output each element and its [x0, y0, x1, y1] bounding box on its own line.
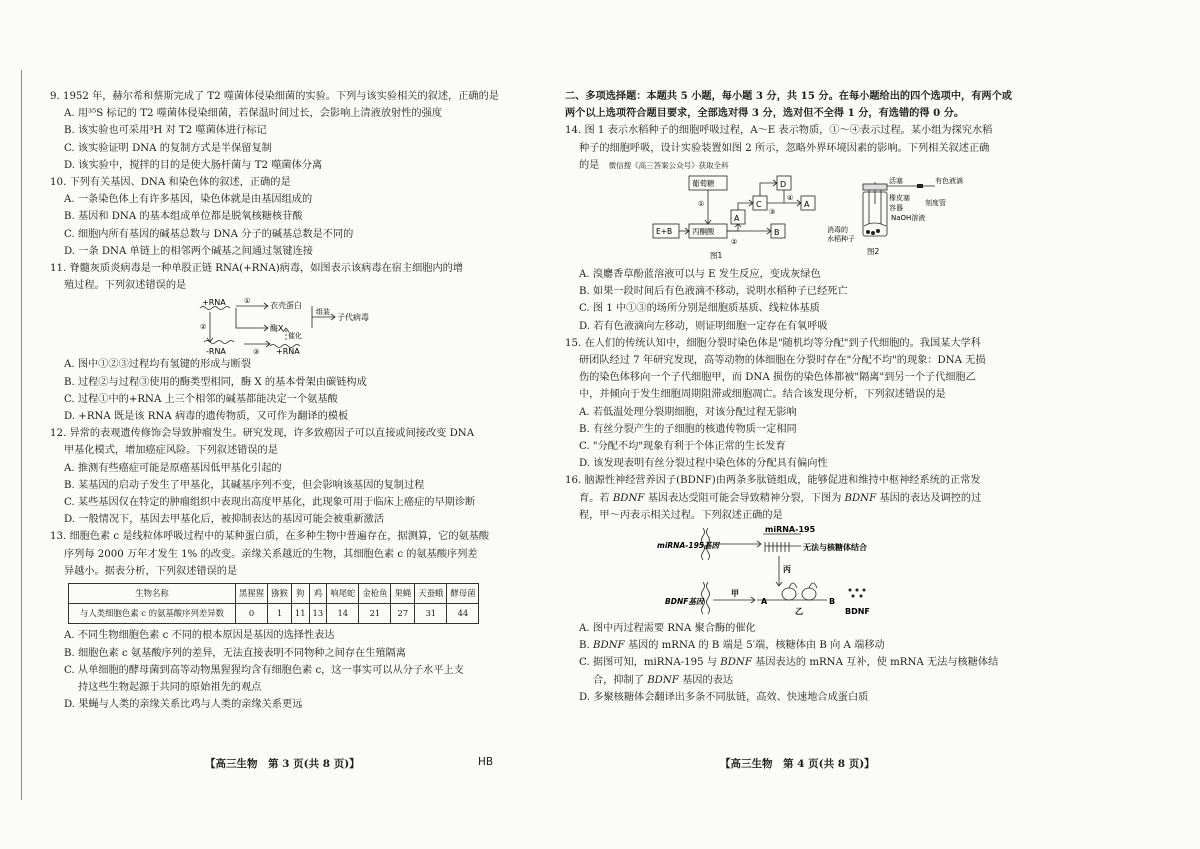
fig16-end-a: A [761, 597, 768, 607]
fig16-bdnf: BDNF [845, 607, 870, 617]
q11-stem-line2: 殖过程。下列叙述错误的是 [64, 280, 187, 292]
section2-title-line1: 二、多项选择题：本题共 5 小题，每小题 3 分，共 15 分。在每小题给出的四个选项中，有两个或 [565, 90, 1012, 102]
q15-option-c: C. "分配不均"现象有利于个体正常的生长发育 [579, 441, 786, 453]
table-header-cell: 金枪鱼 [359, 584, 391, 604]
q16-stem2-part: 基因表达受阻可能会导致精神分裂，下图为 [644, 492, 845, 504]
table-header-cell: 猕猴 [268, 584, 292, 604]
q9-option-a: A. 用³⁵S 标记的 T2 噬菌体侵染细菌，若保温时间过长，会影响上清液放射性的强度 [64, 108, 442, 120]
table-cell: 11 [291, 604, 309, 624]
q14-option-c: C. 图 1 中①③的场所分别是细胞质基质、线粒体基质 [579, 303, 820, 315]
q15-stem-line1: 15. 在人们的传统认知中，细胞分裂时染色体是"随机均等分配"到子代细胞的。我国某大学科 [565, 337, 981, 349]
table-cell: 0 [236, 604, 268, 624]
q14-option-d: D. 若有色液滴向左移动，则证明细胞一定存在有氧呼吸 [579, 320, 828, 332]
table-header-cell: 响尾蛇 [327, 584, 359, 604]
table-row [69, 604, 479, 624]
fig1-b: B [774, 228, 780, 238]
fig11-enzyme: 酶X [270, 324, 284, 334]
respiration-diagram [565, 174, 1050, 266]
q10-stem: 10. 下列有关基因、DNA 和染色体的叙述，正确的是 [50, 177, 291, 189]
fig11-n1: ① [244, 297, 251, 306]
q16-option-b [579, 637, 1050, 654]
fig16-mirna: miRNA-195 [765, 525, 816, 535]
q12-option-a: A. 推测有些癌症可能是原癌基因低甲基化引起的 [64, 462, 282, 474]
q10-option-d: D. 一条 DNA 单链上的相邻两个碱基之间通过氢键连接 [64, 245, 313, 257]
q12-stem-line1: 12. 异常的表观遗传修饰会导致肿瘤发生。研究发现，许多致癌因子可以直接或间接改变 DNA [50, 428, 475, 440]
fig16-bing: 丙 [783, 565, 791, 575]
fig16-no-bind: 无法与核糖体结合 [803, 543, 867, 553]
q9-option-c: C. 该实验证明 DNA 的复制方式是半保留复制 [64, 142, 272, 154]
q9-option-b: B. 该实验也可采用³H 对 T2 噬菌体进行标记 [64, 125, 267, 137]
q14-stem-line3-text: 的是 [579, 159, 600, 171]
q9-stem: 9. 1952 年，赫尔希和蔡斯完成了 T2 噬菌体侵染细菌的实验。下列与该实验相关的叙述，正确的是 [50, 91, 499, 102]
fig1-caption: 图1 [710, 251, 723, 261]
q10-option-b: B. 基因和 DNA 的基本组成单位都是脱氧核糖核苷酸 [64, 211, 303, 223]
q15-stem-line2: 研团队经过 7 年研究发现，高等动物的体细胞在分裂时存在"分配不均"的现象：DNA 无损 [579, 355, 986, 367]
binding-line [21, 70, 22, 800]
right-column [565, 88, 1050, 706]
left-column [50, 88, 522, 714]
fig2-seeds-line1: 消毒的 [827, 226, 848, 235]
q16-b-gene: BDNF [592, 640, 625, 652]
q11-option-b: B. 过程②与过程③使用的酶类型相同，酶 X 的基本骨架由碳链构成 [64, 376, 367, 388]
q15-stem-line3: 伤的染色体移向一个子代细胞甲，而 DNA 损伤的染色体都被"隔离"到另一个子代细胞乙 [579, 372, 976, 384]
q16-stem-line1: 16. 脑源性神经营养因子(BDNF)由两条多肽链组成，能够促进和维持中枢神经系统的正常发 [565, 475, 981, 487]
cytochrome-c-table [68, 583, 479, 624]
fig16-yi: 乙 [795, 607, 803, 617]
fig11-capsid: 衣壳蛋白 [270, 301, 302, 311]
fig11-assemble: 组装 [316, 308, 330, 317]
fig2-valve: 活塞 [889, 177, 903, 186]
fig1-glucose: 葡萄糖 [692, 179, 715, 189]
table-header-cell: 黑猩猩 [236, 584, 268, 604]
q9-option-d: D. 该实验中，搅拌的目的是使大肠杆菌与 T2 噬菌体分离 [64, 159, 323, 171]
table-header-cell: 鸡 [309, 584, 327, 604]
q14-option-b: B. 如果一段时间后有色液滴不移动，说明水稻种子已经死亡 [579, 286, 848, 298]
q16-stem2-part: 育。若 [579, 492, 613, 504]
q14-stem-line3 [579, 157, 1050, 174]
q16-stem2-gene: BDNF [612, 492, 645, 504]
table-cell: 1 [268, 604, 292, 624]
q14-figure [565, 174, 1050, 266]
q14-option-a: A. 溴麝香草酚蓝溶液可以与 E 发生反应，变成灰绿色 [579, 269, 821, 281]
table-header-cell: 天蚕蛾 [415, 584, 447, 604]
q12-option-d: D. 一般情况下，基因去甲基化后，被抑制表达的基因可能会被重新激活 [64, 514, 384, 526]
q13-option-d: D. 果蝇与人类的亲缘关系比鸡与人类的亲缘关系更远 [64, 699, 303, 711]
section2-title-line2: 两个以上选项符合题目要求，全部选对得 3 分，选对但不全得 1 分，有选错的得 0 分。 [565, 107, 965, 120]
q15-option-a: A. 若低温处理分裂期细胞，对该分配过程无影响 [579, 406, 797, 418]
footer-page-3: 【高三生物 第 3 页(共 8 页)】 [205, 758, 360, 770]
q10-option-c: C. 细胞内所有基因的碱基总数与 DNA 分子的碱基总数是不同的 [64, 228, 354, 240]
q14-stem-line2: 种子的细胞呼吸，设计实验装置如图 2 所示，忽略外界环境因素的影响。下列相关叙述正确 [579, 142, 990, 154]
fig1-n4: ④ [787, 194, 794, 203]
fig1-eb: E+B [656, 227, 673, 237]
fig2-naoh: NaOH溶液 [891, 214, 926, 223]
table-row-label: 与人类细胞色素 c 的氨基酸序列差异数 [69, 604, 236, 624]
q16-stem2-part: 基因的表达及调控的过 [876, 492, 982, 504]
q16-b-part: B. [579, 640, 593, 652]
q16-b-part: 基因的 mRNA 的 B 端是 5′端，核糖体由 B 向 A 端移动 [624, 640, 885, 652]
q13-option-b: B. 细胞色素 c 氨基酸序列的差异，无法直接表明不同物种之间存在生殖隔离 [64, 647, 406, 659]
q11-option-c: C. 过程①中的+RNA 上三个相邻的碱基都能决定一个氨基酸 [64, 393, 338, 405]
q13-option-a: A. 不同生物细胞色素 c 不同的根本原因是基因的选择性表达 [64, 630, 335, 642]
q13-stem-line1: 13. 细胞色素 c 是线粒体呼吸过程中的某种蛋白质，在多种生物中普遍存在，据测算，它的氨基酸 [50, 531, 490, 543]
q15-stem-line4: 中，并倾向于发生细胞周期阻滞或细胞凋亡。结合该发现分析，下列叙述错误的是 [579, 389, 946, 401]
fig1-n2: ② [731, 238, 738, 247]
table-cell: 14 [327, 604, 359, 624]
q16-option-a: A. 图中丙过程需要 RNA 聚合酶的催化 [579, 623, 756, 635]
table-header-cell: 酵母菌 [447, 584, 479, 604]
fig1-n3: ③ [769, 208, 776, 217]
watermark-text: 微信搜《高三答案公众号》获取全科 [608, 160, 729, 170]
q16-c-part: 基因表达的 mRNA 互补，使 mRNA 无法与核糖体结 [751, 657, 999, 669]
fig1-n1: ① [698, 200, 705, 209]
q11-option-a: A. 图中①②③过程均有氢键的形成与断裂 [64, 359, 252, 371]
table-header-cell: 果蝇 [391, 584, 415, 604]
table-header-cell: 狗 [291, 584, 309, 604]
bdnf-regulation-diagram [565, 524, 1050, 620]
q13-option-c-line1: C. 从单细胞的酵母菌到高等动物黑猩猩均含有细胞色素 c，这一事实可以从分子水平上支 [64, 664, 464, 676]
fig16-jia: 甲 [731, 589, 739, 599]
fig11-minus-rna: -RNA [206, 347, 226, 357]
table-cell: 31 [415, 604, 447, 624]
q16-stem-line2 [579, 490, 1050, 507]
table-cell: 21 [359, 604, 391, 624]
fig1-a-mid: A [734, 214, 740, 224]
fig2-stopper: 橡皮塞 [889, 194, 910, 203]
fig11-plus-rna-2: +RNA [276, 347, 300, 357]
fig1-d: D [780, 180, 787, 190]
q13-stem-line2: 序列每 2000 万年才发生 1% 的改变。亲缘关系越近的生物，其细胞色素 c 的氨基酸序列差 [64, 548, 478, 560]
fig2-container: 容器 [889, 204, 903, 213]
fig16-mirna-gene: miRNA-195基因 [657, 541, 720, 551]
q15-option-b: B. 有丝分裂产生的子细胞的核遗传物质一定相同 [579, 423, 797, 435]
fig2-seeds-line2: 水稻种子 [827, 235, 855, 244]
fig2-caption: 图2 [867, 247, 880, 257]
q15-option-d: D. 该发现表明有丝分裂过程中染色体的分配具有偏向性 [579, 458, 828, 470]
q16-stem-line3: 程，甲～丙表示相关过程。下列叙述正确的是 [579, 509, 783, 521]
footer-code: HB [478, 756, 494, 768]
q16-stem2-gene: BDNF [844, 492, 877, 504]
q12-stem-line2: 甲基化模式，增加癌症风险。下列叙述错误的是 [64, 445, 278, 457]
fig11-plus-rna: +RNA [202, 298, 226, 308]
fig16-bdnf-gene: BDNF基因 [665, 597, 704, 607]
footer-page-4: 【高三生物 第 4 页(共 8 页)】 [720, 758, 875, 770]
fig2-liquid: 有色液滴 [935, 177, 963, 186]
table-cell: 13 [309, 604, 327, 624]
q16-c-part: 合，抑制了 [593, 674, 648, 686]
rna-replication-diagram [50, 294, 522, 356]
q12-option-c: C. 某些基因仅在特定的肿瘤组织中表现出高度甲基化，此现象可用于临床上癌症的早期诊断 [64, 497, 476, 509]
q10-option-a: A. 一条染色体上有许多基因，染色体就是由基因组成的 [64, 194, 313, 206]
q16-option-c-line2 [593, 672, 1050, 689]
q16-option-c-line1 [579, 654, 1050, 671]
fig11-n2: ② [200, 323, 207, 332]
q16-c-gene: BDNF [720, 657, 752, 669]
fig1-pyruvate: 丙酮酸 [692, 227, 715, 237]
q11-figure [50, 294, 522, 356]
q12-option-b: B. 某基因的启动子发生了甲基化，其碱基序列不变，但会影响该基因的复制过程 [64, 479, 425, 491]
fig2-tube: 刻度管 [925, 199, 946, 208]
q16-c-gene: BDNF [647, 674, 679, 686]
q16-c-part: 基因的表达 [678, 674, 734, 686]
q16-figure [565, 524, 1050, 620]
q11-stem-line1: 11. 脊髓灰质炎病毒是一种单股正链 RNA(+RNA)病毒，如图表示该病毒在宿主细胞内的增 [50, 263, 464, 275]
q16-c-part: C. 据图可知，miRNA-195 与 [579, 657, 721, 669]
q11-option-d: D. +RNA 既是该 RNA 病毒的遗传物质，又可作为翻译的模板 [64, 411, 349, 423]
fig1-c: C [756, 200, 762, 210]
fig16-end-b: B [829, 597, 836, 607]
fig1-a-right: A [804, 200, 810, 210]
table-header-row [69, 584, 479, 604]
q16-option-d: D. 多聚核糖体会翻译出多条不同肽链，高效、快速地合成蛋白质 [579, 691, 869, 703]
q14-stem-line1: 14. 图 1 表示水稻种子的细胞呼吸过程，A～E 表示物质，①～④表示过程。某小组为探究水稻 [565, 125, 993, 137]
fig11-progeny: 子代病毒 [337, 313, 369, 323]
table-header-cell: 生物名称 [69, 584, 236, 604]
fig11-n3: ③ [253, 348, 260, 357]
table-cell: 27 [391, 604, 415, 624]
fig11-catalyze: 催化 [288, 332, 302, 341]
q13-option-c-line2: 持这些生物起源于共同的原始祖先的观点 [78, 682, 262, 694]
table-cell: 44 [447, 604, 479, 624]
q13-stem-line3: 异越小。据表分析，下列叙述错误的是 [64, 565, 238, 577]
